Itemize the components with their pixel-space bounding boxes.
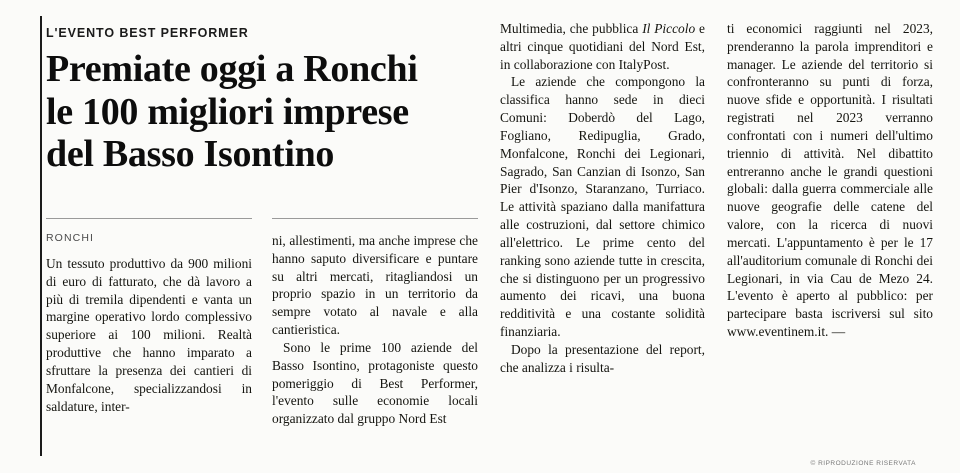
publication-name: Il Piccolo: [642, 21, 696, 36]
paragraph: ti economici raggiunti nel 2023, prenderanno la parola imprenditori e manager. Le aziende del territorio si confronteranno su punti di forza, nuove sfide e opportunità. I risultati registrati nel 2023 verranno confrontati con i numeri dell'ultimo triennio di attività. Nel dibattito entreranno anche le grandi questioni globali: dalla guerra commerciale alle nuove geografie delle catene del valore, con la ricerca di nuovi mercati. L'appuntamento è per le 17 all'auditorium comunale di Ronchi dei Legionari, in via Cau de Mezo 24. L'evento è aperto al pubblico: per partecipare basta iscriversi sul sito www.eventinem.it. —: [727, 21, 933, 340]
article-column-1: [46, 232, 252, 415]
paragraph: Un tessuto produttivo da 900 milioni di euro di fatturato, che dà lavoro a più di tremila dipendenti e vanta un margine operativo lordo complessivo superiore ai 100 milioni. Realtà produttive che hanno imparato a sfruttare la presenza dei cantieri di Monfalcone, specializzandosi in saldature, inter-: [46, 255, 252, 414]
paragraph: Sono le prime 100 aziende del Basso Isontino, protagoniste questo pomeriggio di Best Performer, l'evento sulle economie locali organizzato dal gruppo Nord Est: [272, 339, 478, 427]
left-vertical-rule: [40, 16, 42, 456]
article-column-4: [727, 20, 933, 341]
paragraph: ni, allestimenti, ma anche imprese che hanno saputo diversificare e puntare su altri mercati, ritagliandosi un proprio spazio in un territorio da sempre votato al navale e alla cantieristica.: [272, 233, 478, 338]
column-divider-1: [46, 218, 252, 219]
paragraph: Dopo la presentazione del report, che analizza i risulta-: [500, 341, 705, 375]
headline-line-3: del Basso Isontino: [46, 133, 335, 176]
paragraph: Multimedia, che pubblica Il Piccolo e altri cinque quotidiani del Nord Est, in collaborazione con ItalyPost.: [500, 21, 705, 72]
headline-line-1: Premiate oggi a Ronchi: [46, 48, 418, 90]
headline-block: [46, 26, 481, 176]
headline-line-2: le 100 migliori imprese: [46, 90, 409, 133]
page-title: [46, 48, 481, 176]
article-column-3: [500, 20, 705, 377]
dateline: RONCHI: [46, 232, 95, 244]
column-divider-2: [272, 218, 478, 219]
article-kicker: L'EVENTO BEST PERFORMER: [46, 26, 249, 40]
paragraph: Le aziende che compongono la classifica hanno sede in dieci Comuni: Doberdò del Lago, Fogliano, Redipuglia, Grado, Monfalcone, Ronchi dei Legionari, Sagrado, San Canzian di Isonzo, San Pier d'Isonzo, Staranzano, Turriaco. Le attività spaziano dalla manifattura alle costruzioni, dal settore chimico all'elettrico. Le prime cento del ranking sono aziende tutte in crescita, che si distinguono per un progressivo aumento dei ricavi, una buona redditività e una costante solidità finanziaria.: [500, 74, 705, 340]
article-column-2: [272, 232, 478, 428]
copyright-notice: © RIPRODUZIONE RISERVATA: [810, 460, 916, 467]
